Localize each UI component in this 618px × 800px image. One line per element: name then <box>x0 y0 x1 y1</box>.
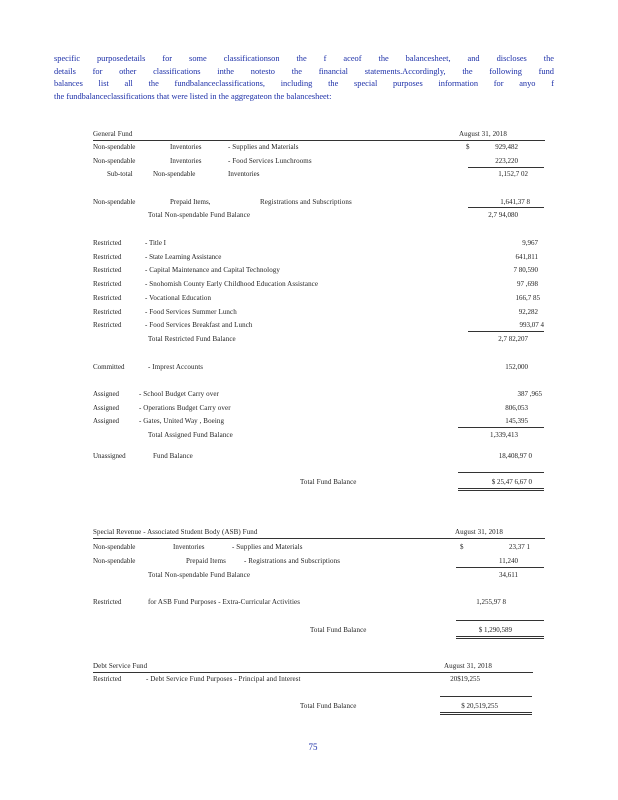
row-value: 23,37 1 <box>509 543 530 551</box>
row-type: Assigned <box>93 404 120 412</box>
double-rule <box>458 488 544 489</box>
total-rule <box>456 620 544 621</box>
intro-line: the fundbalanceclassifications that were listed in the aggregateon the balancesheet: <box>54 91 332 101</box>
row-desc: - Imprest Accounts <box>148 363 204 371</box>
row-value: 929,482 <box>495 143 518 151</box>
row-desc: Fund Balance <box>153 452 193 460</box>
row-sub: Inventories <box>170 143 202 151</box>
intro-paragraph <box>54 53 554 103</box>
section-date: August 31, 2018 <box>459 130 507 138</box>
row-desc: for ASB Fund Purposes - Extra-Curricular Activities <box>148 598 301 606</box>
header-rule <box>93 672 533 673</box>
row-type: Restricted <box>93 598 122 606</box>
row-desc: - Title I <box>145 239 167 247</box>
row-value: 97 ,698 <box>517 280 538 288</box>
row-value: 806,053 <box>505 404 528 412</box>
row-value: 1,255,97 8 <box>476 598 506 606</box>
section-date: August 31, 2018 <box>455 528 503 536</box>
row-type: Committed <box>93 363 125 371</box>
currency-symbol: $ <box>460 543 464 551</box>
grand-total-value: $ 20,519,255 <box>461 702 498 710</box>
row-type: Restricted <box>93 675 122 683</box>
intro-line: details for other classifications inthe notesto the financial statements.Accordingly, the following fund <box>54 66 554 76</box>
row-value: 7 80,590 <box>513 266 538 274</box>
row-value: 20$19,255 <box>450 675 480 683</box>
row-type: Restricted <box>93 239 122 247</box>
header-rule <box>93 538 545 539</box>
row-type: Restricted <box>93 253 122 261</box>
row-desc: Registrations and Subscriptions <box>260 198 352 206</box>
row-desc: - Vocational Education <box>145 294 212 302</box>
row-value: 18,408,97 0 <box>498 452 532 460</box>
row-desc: - State Learning Assistance <box>145 253 222 261</box>
grand-total-value: $ 25,47 6,67 0 <box>491 478 532 486</box>
row-value: 152,000 <box>505 363 528 371</box>
row-sub: Non-spendable <box>153 170 196 178</box>
row-type: Restricted <box>93 308 122 316</box>
subtotal-rule <box>468 167 544 168</box>
row-sub: Prepaid Items, <box>170 198 211 206</box>
total-label: Total Non-spendable Fund Balance <box>148 571 251 579</box>
page-number: 75 <box>308 742 318 752</box>
total-rule <box>458 427 544 428</box>
row-type: Non-spendable <box>93 543 136 551</box>
row-value: 641,811 <box>515 253 538 261</box>
row-type: Non-spendable <box>93 143 136 151</box>
row-desc: - Capital Maintenance and Capital Technology <box>145 266 280 274</box>
row-type: Non-spendable <box>93 198 136 206</box>
row-type: Unassigned <box>93 452 126 460</box>
total-rule <box>440 696 532 697</box>
row-value: 223,220 <box>495 157 518 165</box>
double-rule <box>440 714 532 715</box>
row-value: 11,240 <box>499 557 518 565</box>
intro-line: balances list all the fundbalanceclassifications, including the special purposes information for anyo f <box>54 79 554 89</box>
row-desc: - Supplies and Materials <box>232 543 303 551</box>
row-desc: - Food Services Lunchrooms <box>228 157 312 165</box>
row-value: 145,395 <box>505 417 528 425</box>
total-label: Total Non-spendable Fund Balance <box>148 211 251 219</box>
row-value: 92,282 <box>518 308 538 316</box>
section-date: August 31, 2018 <box>444 662 492 670</box>
total-rule <box>458 472 544 473</box>
section-title: Special Revenue - Associated Student Body (ASB) Fund <box>93 528 258 536</box>
row-value: 993,07 4 <box>519 321 544 329</box>
row-sub: Inventories <box>173 543 205 551</box>
row-type: Restricted <box>93 294 122 302</box>
row-type: Restricted <box>93 266 122 274</box>
double-rule <box>456 638 544 639</box>
row-type: Non-spendable <box>93 557 136 565</box>
row-desc: - Debt Service Fund Purposes - Principal and Interest <box>146 675 301 683</box>
row-desc: - Operations Budget Carry over <box>139 404 231 412</box>
row-desc: - Food Services Breakfast and Lunch <box>145 321 253 329</box>
total-rule <box>456 567 544 568</box>
row-type: Assigned <box>93 390 120 398</box>
row-desc: - Food Services Summer Lunch <box>145 308 237 316</box>
double-rule <box>458 490 544 491</box>
row-desc: - Gates, United Way , Boeing <box>139 417 225 425</box>
row-value: 1,641,37 8 <box>500 198 530 206</box>
row-value: 166,7 85 <box>515 294 540 302</box>
row-type: Sub-total <box>107 170 133 178</box>
row-desc: - Registrations and Subscriptions <box>244 557 341 565</box>
grand-total-label: Total Fund Balance <box>300 702 357 710</box>
row-desc: - Supplies and Materials <box>228 143 299 151</box>
grand-total-label: Total Fund Balance <box>310 626 367 634</box>
row-type: Restricted <box>93 280 122 288</box>
double-rule <box>440 712 532 713</box>
grand-total-label: Total Fund Balance <box>300 478 357 486</box>
row-value: 387 ,965 <box>517 390 542 398</box>
total-value: 2,7 94,080 <box>488 211 518 219</box>
section-title: Debt Service Fund <box>93 662 148 670</box>
row-sub: Inventories <box>170 157 202 165</box>
row-sub: Prepaid Items <box>186 557 226 565</box>
double-rule <box>456 636 544 637</box>
row-desc: Inventories <box>228 170 260 178</box>
total-value: 1,339,413 <box>490 431 518 439</box>
row-desc: - Snohomish County Early Childhood Education Assistance <box>145 280 319 288</box>
row-value: 9,967 <box>522 239 538 247</box>
section-title: General Fund <box>93 130 133 138</box>
total-rule <box>468 207 544 208</box>
intro-line: specific purposedetails for some classificationson the f aceof the balancesheet, and discloses the <box>54 54 554 63</box>
total-value: 2,7 82,207 <box>498 335 528 343</box>
currency-symbol: $ <box>466 143 470 151</box>
row-type: Non-spendable <box>93 157 136 165</box>
grand-total-value: $ 1,290,589 <box>478 626 512 634</box>
total-label: Total Restricted Fund Balance <box>148 335 236 343</box>
row-type: Restricted <box>93 321 122 329</box>
total-rule <box>468 331 544 332</box>
row-type: Assigned <box>93 417 120 425</box>
total-value: 34,611 <box>499 571 518 579</box>
header-rule <box>93 140 545 141</box>
row-value: 1,152,7 02 <box>498 170 528 178</box>
row-desc: - School Budget Carry over <box>139 390 219 398</box>
total-label: Total Assigned Fund Balance <box>148 431 233 439</box>
